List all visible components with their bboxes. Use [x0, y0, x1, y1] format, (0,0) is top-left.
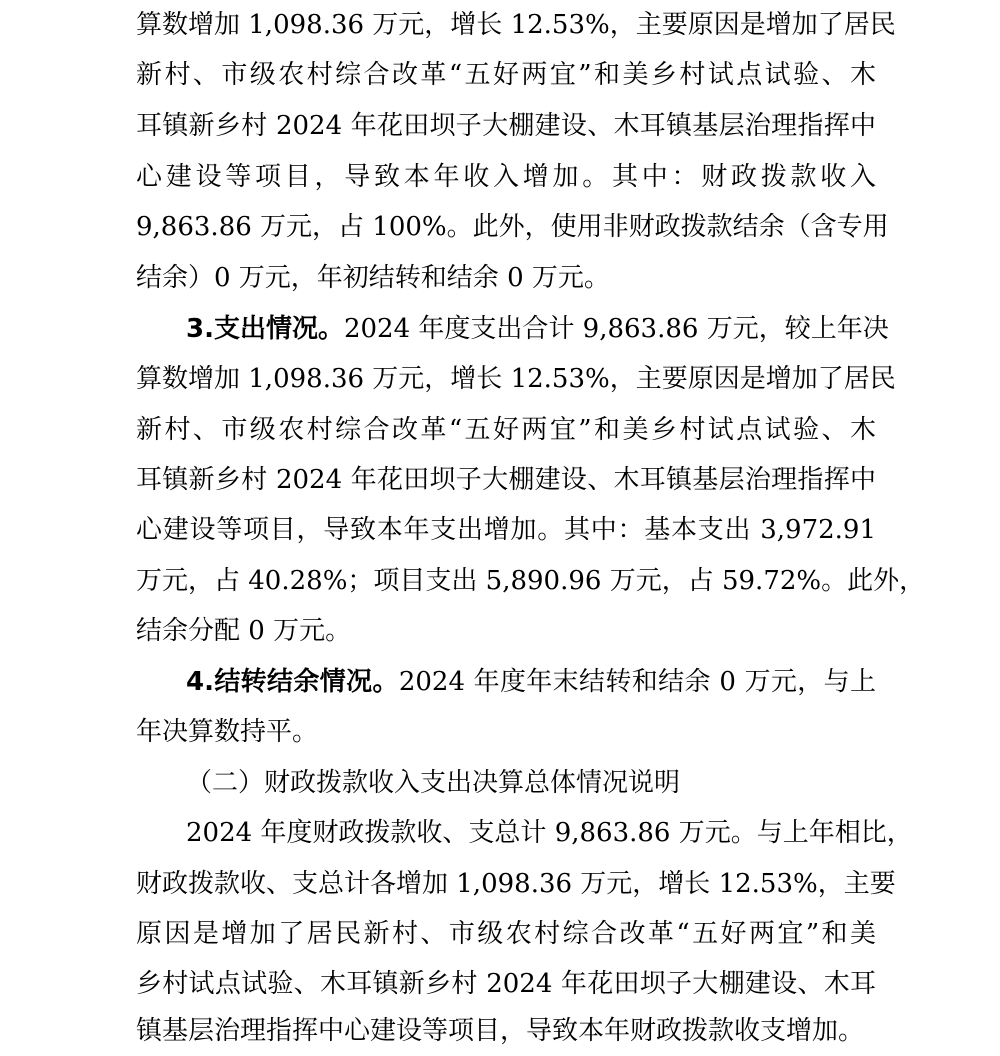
carryover-first-line-text: 2024 年度年末结转和结余 0 万元，与上	[398, 667, 876, 697]
paragraph-line: 耳镇新乡村 2024 年花田坝子大棚建设、木耳镇基层治理指挥中	[136, 465, 876, 495]
paragraph-line: 算数增加 1,098.36 万元，增长 12.53%，主要原因是增加了居民	[136, 10, 896, 40]
paragraph-line: 结余分配 0 万元。	[136, 616, 352, 646]
paragraph-line: 年决算数持平。	[136, 717, 319, 747]
section-heading: （二）财政拨款收入支出决算总体情况说明	[186, 768, 681, 798]
expense-first-line	[186, 304, 889, 354]
paragraph-line: 财政拨款收、支总计各增加 1,098.36 万元，增长 12.53%，主要	[136, 869, 896, 899]
paragraph-line: 新村、市级农村综合改革“五好两宜”和美乡村试点试验、木	[136, 60, 876, 90]
expense-first-line-text: 2024 年度支出合计 9,863.86 万元，较上年决	[343, 314, 889, 344]
paragraph-line: 心建设等项目，导致本年支出增加。其中：基本支出 3,972.91	[136, 515, 876, 545]
carryover-heading: 4.结转结余情况。	[186, 667, 399, 697]
paragraph-line: 耳镇新乡村 2024 年花田坝子大棚建设、木耳镇基层治理指挥中	[136, 111, 876, 141]
paragraph-line: 算数增加 1,098.36 万元，增长 12.53%，主要原因是增加了居民	[136, 364, 896, 394]
paragraph-line: 2024 年度财政拨款收、支总计 9,863.86 万元。与上年相比，	[186, 818, 913, 848]
paragraph-line: 乡村试点试验、木耳镇新乡村 2024 年花田坝子大棚建设、木耳	[136, 969, 876, 999]
paragraph-line: 新村、市级农村综合改革“五好两宜”和美乡村试点试验、木	[136, 415, 876, 445]
paragraph-line: 9,863.86 万元，占 100%。此外，使用非财政拨款结余（含专用	[136, 212, 889, 242]
paragraph-line: 镇基层治理指挥中心建设等项目，导致本年财政拨款收支增加。	[136, 1016, 865, 1046]
carryover-first-line	[186, 657, 876, 707]
expense-heading: 3.支出情况。	[186, 314, 344, 344]
paragraph-line: 万元，占 40.28%；项目支出 5,890.96 万元，占 59.72%。此外，	[136, 566, 926, 596]
paragraph-line: 原因是增加了居民新村、市级农村综合改革“五好两宜”和美	[136, 919, 876, 949]
paragraph-line: 心建设等项目，导致本年收入增加。其中：财政拨款收入	[136, 162, 876, 192]
paragraph-line: 结余）0 万元，年初结转和结余 0 万元。	[136, 263, 610, 293]
